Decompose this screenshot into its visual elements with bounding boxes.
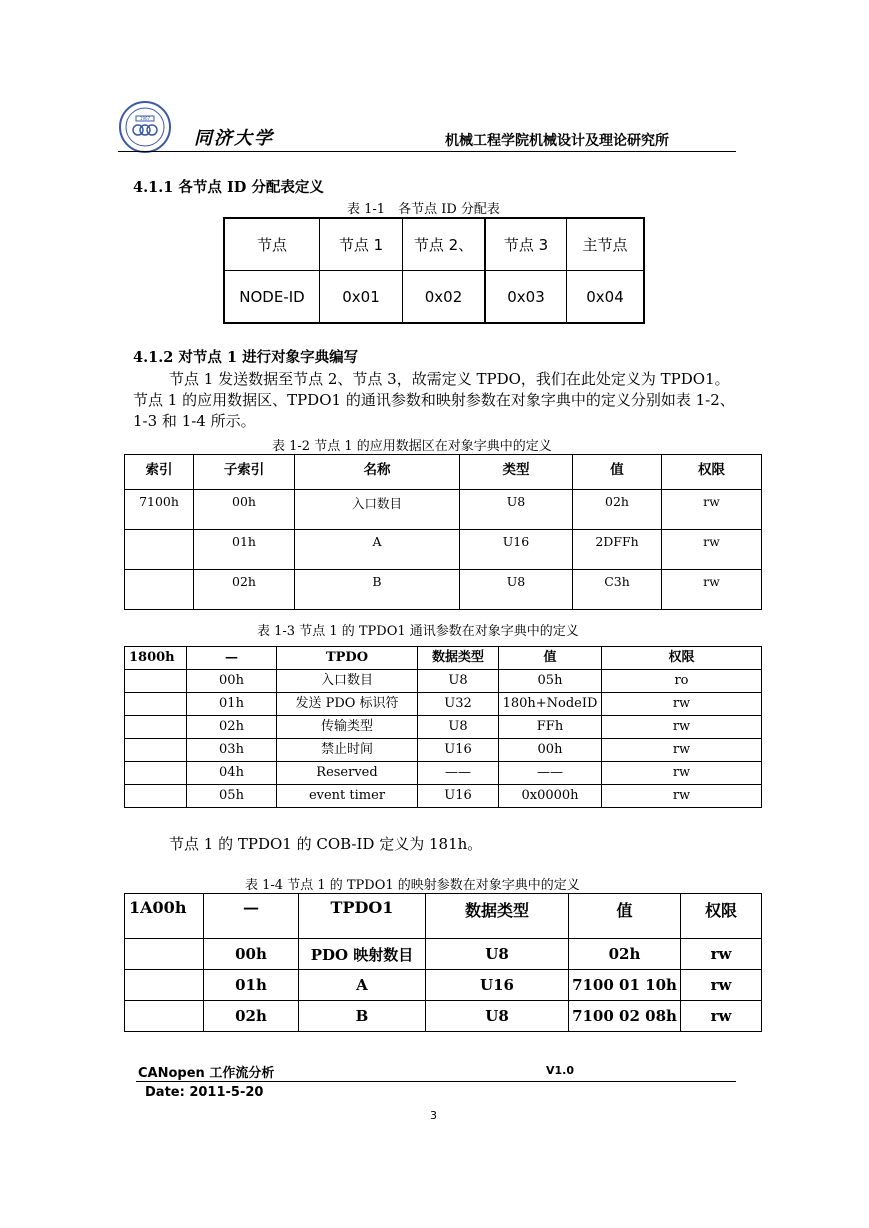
table-row xyxy=(125,762,762,785)
table-cell: 子索引 xyxy=(194,455,295,490)
table-cell: 7100 01 10h xyxy=(569,970,681,1001)
table-cell: 索引 xyxy=(125,455,194,490)
section-heading-4-1-2: 4.1.2 对节点 1 进行对象字典编写 xyxy=(133,349,359,366)
table-cell: B xyxy=(299,1001,426,1032)
table-cell: rw xyxy=(602,716,762,739)
table-cell: —— xyxy=(499,762,602,785)
university-name: 同济大学 xyxy=(194,128,274,149)
table-cell: 1A00h xyxy=(125,894,204,939)
cobid-note: 节点 1 的 TPDO1 的 COB-ID 定义为 181h。 xyxy=(169,835,483,853)
table-cell: 01h xyxy=(204,970,299,1001)
table-1-2-caption: 表 1-2 节点 1 的应用数据区在对象字典中的定义 xyxy=(272,439,552,454)
table-cell: 节点 1 xyxy=(320,218,403,271)
table-cell: 值 xyxy=(569,894,681,939)
table-cell: — xyxy=(204,894,299,939)
table-cell: A xyxy=(295,530,460,570)
table-row xyxy=(125,970,762,1001)
table-cell: rw xyxy=(662,490,762,530)
table-cell: 01h xyxy=(194,530,295,570)
table-cell: — xyxy=(187,647,277,670)
table-cell: 7100h xyxy=(125,490,194,530)
table-cell: 主节点 xyxy=(567,218,645,271)
table-cell: U8 xyxy=(460,570,573,610)
table-cell: rw xyxy=(681,1001,762,1032)
table-cell: 00h xyxy=(187,670,277,693)
table-cell: event timer xyxy=(277,785,418,808)
table-cell: rw xyxy=(602,785,762,808)
table-cell: U8 xyxy=(426,939,569,970)
table-row xyxy=(125,939,762,970)
footer-date: Date: 2011-5-20 xyxy=(145,1085,264,1100)
table-row xyxy=(125,570,762,610)
table-row xyxy=(125,739,762,762)
table-cell: 值 xyxy=(499,647,602,670)
table-row xyxy=(125,490,762,530)
table-cell: 00h xyxy=(499,739,602,762)
table-header-row xyxy=(125,455,762,490)
table-cell: 入口数目 xyxy=(295,490,460,530)
table-cell: U32 xyxy=(418,693,499,716)
table-cell: 禁止时间 xyxy=(277,739,418,762)
table-cell: C3h xyxy=(573,570,662,610)
table-cell: 节点 3 xyxy=(485,218,567,271)
table-cell: 02h xyxy=(573,490,662,530)
table-cell: 值 xyxy=(573,455,662,490)
table-cell: TPDO xyxy=(277,647,418,670)
table-cell xyxy=(125,939,204,970)
table-row xyxy=(224,218,644,271)
table-cell: 节点 xyxy=(224,218,320,271)
university-logo-icon xyxy=(118,100,172,154)
table-cell: FFh xyxy=(499,716,602,739)
table-cell: A xyxy=(299,970,426,1001)
table-cell: U8 xyxy=(418,670,499,693)
table-cell: 00h xyxy=(194,490,295,530)
table-cell: B xyxy=(295,570,460,610)
table-row xyxy=(125,670,762,693)
tpdo1-mapping-table xyxy=(124,893,762,1032)
table-cell xyxy=(125,716,187,739)
table-cell: TPDO1 xyxy=(299,894,426,939)
table-cell: PDO 映射数目 xyxy=(299,939,426,970)
institute-name: 机械工程学院机械设计及理论研究所 xyxy=(445,133,669,149)
table-row xyxy=(125,693,762,716)
table-cell: U8 xyxy=(426,1001,569,1032)
footer-title: CANopen 工作流分析 xyxy=(138,1066,275,1081)
table-cell: 0x02 xyxy=(403,271,486,324)
table-row xyxy=(125,530,762,570)
body-paragraph: 节点 1 发送数据至节点 2、节点 3，故需定义 TPDO，我们在此处定义为 TPDO1。节点 1 的应用数据区、TPDO1 的通讯参数和映射参数在对象字典中的定义分别如表 1-2、1-3 和 1-4 所示。 xyxy=(133,370,735,430)
table-cell xyxy=(125,693,187,716)
table-cell: U16 xyxy=(460,530,573,570)
table-cell: ro xyxy=(602,670,762,693)
table-cell xyxy=(125,530,194,570)
table-cell: 2DFFh xyxy=(573,530,662,570)
table-cell: U8 xyxy=(460,490,573,530)
table-cell xyxy=(125,570,194,610)
table-row xyxy=(125,716,762,739)
table-1-1-caption: 表 1-1 各节点 ID 分配表 xyxy=(347,202,500,217)
table-cell: 0x01 xyxy=(320,271,403,324)
table-cell: 0x03 xyxy=(485,271,567,324)
table-cell: rw xyxy=(681,970,762,1001)
footer-divider xyxy=(136,1081,736,1082)
table-cell: 名称 xyxy=(295,455,460,490)
table-cell: 03h xyxy=(187,739,277,762)
table-row xyxy=(125,785,762,808)
table-cell xyxy=(125,970,204,1001)
table-row xyxy=(125,1001,762,1032)
table-cell: 0x04 xyxy=(567,271,645,324)
table-cell xyxy=(125,670,187,693)
table-cell: U16 xyxy=(418,785,499,808)
table-cell: 7100 02 08h xyxy=(569,1001,681,1032)
table-header-row xyxy=(125,647,762,670)
table-cell: 数据类型 xyxy=(418,647,499,670)
table-cell: U16 xyxy=(426,970,569,1001)
table-cell: 05h xyxy=(187,785,277,808)
tpdo1-comm-table xyxy=(124,646,762,808)
table-cell: 传输类型 xyxy=(277,716,418,739)
table-cell: 02h xyxy=(187,716,277,739)
node-id-table xyxy=(223,217,645,324)
section-heading-4-1-1: 4.1.1 各节点 ID 分配表定义 xyxy=(133,179,324,196)
table-cell: 00h xyxy=(204,939,299,970)
table-cell: NODE-ID xyxy=(224,271,320,324)
table-cell: 0x0000h xyxy=(499,785,602,808)
table-cell xyxy=(125,785,187,808)
table-cell: 180h+NodeID xyxy=(499,693,602,716)
table-cell: 权限 xyxy=(662,455,762,490)
table-cell: 类型 xyxy=(460,455,573,490)
table-cell: 入口数目 xyxy=(277,670,418,693)
page-number: 3 xyxy=(430,1109,437,1122)
table-cell: 05h xyxy=(499,670,602,693)
table-cell xyxy=(125,1001,204,1032)
table-cell: 04h xyxy=(187,762,277,785)
table-cell: rw xyxy=(602,762,762,785)
table-cell: rw xyxy=(662,570,762,610)
table-cell: 权限 xyxy=(681,894,762,939)
table-cell: U8 xyxy=(418,716,499,739)
table-1-4-caption: 表 1-4 节点 1 的 TPDO1 的映射参数在对象字典中的定义 xyxy=(245,878,580,893)
table-row xyxy=(224,271,644,324)
table-cell: 01h xyxy=(187,693,277,716)
table-cell: 节点 2、 xyxy=(403,218,486,271)
table-cell: U16 xyxy=(418,739,499,762)
table-cell: rw xyxy=(602,693,762,716)
table-cell: rw xyxy=(662,530,762,570)
table-cell: rw xyxy=(681,939,762,970)
table-cell: 02h xyxy=(569,939,681,970)
svg-text:1907: 1907 xyxy=(139,116,151,121)
table-1-3-caption: 表 1-3 节点 1 的 TPDO1 通讯参数在对象字典中的定义 xyxy=(257,624,579,639)
table-cell xyxy=(125,739,187,762)
table-cell: 权限 xyxy=(602,647,762,670)
table-cell: rw xyxy=(602,739,762,762)
header-divider xyxy=(118,151,736,152)
table-cell: 02h xyxy=(204,1001,299,1032)
table-cell: 1800h xyxy=(125,647,187,670)
table-header-row xyxy=(125,894,762,939)
table-cell: —— xyxy=(418,762,499,785)
app-data-table xyxy=(124,454,762,610)
table-cell: 数据类型 xyxy=(426,894,569,939)
table-cell: Reserved xyxy=(277,762,418,785)
table-cell: 02h xyxy=(194,570,295,610)
footer-version: V1.0 xyxy=(546,1064,574,1077)
table-cell xyxy=(125,762,187,785)
table-cell: 发送 PDO 标识符 xyxy=(277,693,418,716)
